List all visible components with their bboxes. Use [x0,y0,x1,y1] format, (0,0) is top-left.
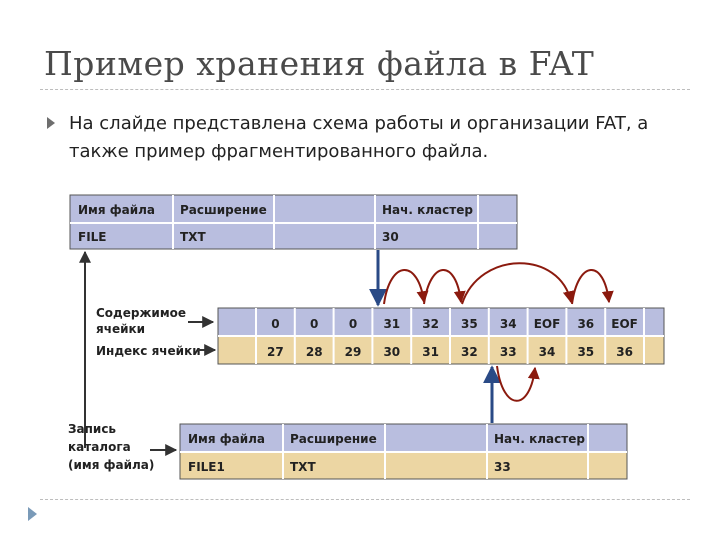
fat-cell-content: 0 [310,317,319,331]
dir-top-header-name: Имя файла [78,203,156,217]
fat-cell-index: 34 [538,345,556,359]
chain-arc-32-35-icon [462,263,571,304]
fat-table [218,308,664,364]
fat-cell-index: 27 [267,345,284,359]
slide-title: Пример хранения файла в FAT [44,44,595,83]
fat-index-fill [218,337,664,364]
dir-bottom-value-start: 33 [494,460,511,474]
contents-label-line1: Содержимое [96,306,187,320]
fat-cell-content: 36 [577,317,595,331]
fat-cell-content: 0 [348,317,358,331]
fat-cell-content: 35 [461,317,478,331]
dir-top-value-fill [70,224,517,249]
fat-cell-content: 34 [499,317,517,331]
dir-caption-line2: каталога [68,440,131,454]
fat-cell-index: 28 [305,345,323,359]
footer-divider [40,499,690,500]
fat-cell-content: 0 [271,317,280,331]
dir-caption-line1: Запись [68,422,117,436]
dir-bottom-value-fill [180,453,627,479]
chain-arc-31-32-icon [424,270,461,304]
fat-cell-content: 32 [422,317,439,331]
index-label: Индекс ячейки [96,344,201,358]
fat-cell-index: 29 [344,345,362,359]
fat-cell-index: 33 [499,345,517,359]
fat-cell-index: 35 [577,345,595,359]
dir-top-value-name: FILE [78,230,107,244]
dir-bottom-header-ext: Расширение [290,432,377,446]
dir-bottom-value-ext: TXT [290,460,316,474]
fat-cell-index: 36 [616,345,633,359]
fat-cell-content: 31 [383,317,401,331]
dir-bottom-header-name: Имя файла [188,432,266,446]
bullet-text: На слайде представлена схема работы и организации FAT, а также пример фрагментированного файла. [69,113,649,162]
dir-top-header-start: Нач. кластер [382,203,473,217]
fat-contents-fill [218,308,664,337]
dir-top-header-ext: Расширение [180,203,267,217]
chain-arc-33-34-icon [497,366,535,401]
contents-label-line2: ячейки [96,322,146,336]
directory-table-bottom [180,424,627,479]
fat-cell-content: EOF [611,317,638,331]
fat-cell-content: EOF [533,317,561,331]
chain-arc-30-31-icon [384,270,424,304]
dir-bottom-header-start: Нач. кластер [494,432,585,446]
fat-cell-index: 32 [461,345,478,359]
footer-arrow-icon [28,507,37,521]
directory-table-top [70,195,517,249]
dir-caption-line3: (имя файла) [68,458,155,472]
fat-cell-index: 31 [422,345,439,359]
dir-top-value-start: 30 [382,230,399,244]
fat-cell-index: 30 [383,345,401,359]
chain-arc-35-36-icon [572,270,609,304]
dir-top-value-ext: TXT [180,230,206,244]
dir-bottom-value-name: FILE1 [188,460,225,474]
